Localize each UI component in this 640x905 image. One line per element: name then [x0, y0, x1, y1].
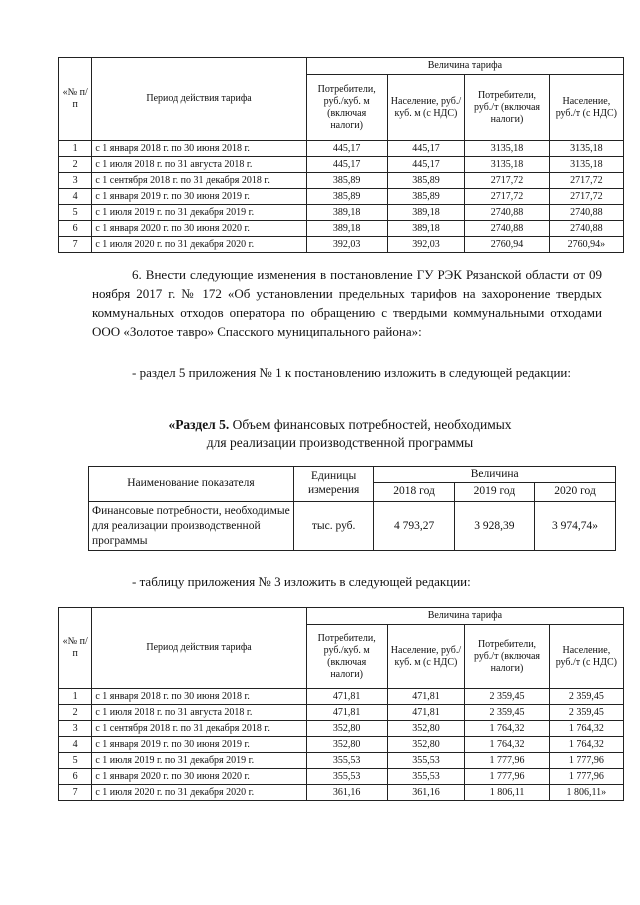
col-header-group: Величина тарифа: [306, 608, 623, 625]
row-v4: 1 777,96: [549, 753, 623, 769]
col-header-period: Период действия тарифа: [92, 608, 306, 689]
col-header-num: «№ п/п: [59, 58, 92, 141]
row-num: 2: [59, 157, 92, 173]
row-v3: 2 359,45: [465, 689, 549, 705]
sub-header-2: Население, руб./куб. м (с НДС): [387, 625, 465, 689]
row-unit: тыс. руб.: [293, 502, 374, 551]
row-num: 6: [59, 769, 92, 785]
row-v4: 3135,18: [549, 157, 623, 173]
col-header-name: Наименование показателя: [89, 467, 294, 502]
row-v4: 2740,88: [549, 221, 623, 237]
row-period: с 1 сентября 2018 г. по 31 декабря 2018 г.: [92, 721, 306, 737]
row-period: с 1 января 2019 г. по 30 июня 2019 г.: [92, 189, 306, 205]
sub-header-1: Потребители, руб./куб. м (включая налоги): [306, 75, 387, 141]
row-v1: 445,17: [306, 157, 387, 173]
row-num: 1: [59, 141, 92, 157]
row-period: с 1 июля 2019 г. по 31 декабря 2019 г.: [92, 753, 306, 769]
row-v3: 3135,18: [465, 157, 549, 173]
row-v3: 2760,94: [465, 237, 549, 253]
row-num: 7: [59, 785, 92, 801]
col-header-num: «№ п/п: [59, 608, 92, 689]
section-title-bold: «Раздел 5.: [168, 417, 230, 432]
table-row: [59, 689, 624, 705]
row-v2: 355,53: [387, 753, 465, 769]
table-row: [59, 205, 624, 221]
row-v2: 352,80: [387, 721, 465, 737]
sub-header-4: Население, руб./т (с НДС): [549, 625, 623, 689]
row-2020: 3 974,74»: [535, 502, 616, 551]
row-v2: 385,89: [387, 173, 465, 189]
row-v1: 385,89: [306, 189, 387, 205]
row-v4: 2717,72: [549, 173, 623, 189]
year-2019: 2019 год: [454, 483, 534, 502]
year-2020: 2020 год: [535, 483, 616, 502]
section-title-line1: [60, 416, 620, 434]
row-v4: 3135,18: [549, 141, 623, 157]
tariff-table-3: [58, 607, 624, 801]
row-v4: 2 359,45: [549, 705, 623, 721]
row-2019: 3 928,39: [454, 502, 534, 551]
row-v3: 1 777,96: [465, 753, 549, 769]
row-v3: 2717,72: [465, 189, 549, 205]
table-row: [59, 141, 624, 157]
sub-header-1: Потребители, руб./куб. м (включая налоги): [306, 625, 387, 689]
col-header-group: Величина тарифа: [306, 58, 623, 75]
section-title: [60, 416, 620, 452]
finance-table: [88, 466, 616, 551]
row-period: с 1 января 2020 г. по 30 июня 2020 г.: [92, 769, 306, 785]
row-v3: 1 806,11: [465, 785, 549, 801]
row-v1: 471,81: [306, 705, 387, 721]
sub-header-3: Потребители, руб./т (включая налоги): [465, 625, 549, 689]
paragraph-6: 6. Внести следующие изменения в постановление ГУ РЭК Рязанской области от 09 ноября 2017 г. № 172 «Об установлении предельных тарифов на захоронение твердых коммунальных отходов оператора по обращению с твердыми коммунальными отходами ООО «Золотое тавро» Спасского муниципального района»:: [92, 267, 602, 339]
row-v1: 385,89: [306, 173, 387, 189]
row-v4: 1 806,11»: [549, 785, 623, 801]
row-period: с 1 января 2018 г. по 30 июня 2018 г.: [92, 689, 306, 705]
row-v4: 1 777,96: [549, 769, 623, 785]
table-row: [59, 785, 624, 801]
row-v2: 471,81: [387, 689, 465, 705]
year-2018: 2018 год: [374, 483, 454, 502]
row-v1: 361,16: [306, 785, 387, 801]
row-v1: 389,18: [306, 221, 387, 237]
col-header-group: Величина: [374, 467, 616, 483]
row-name: Финансовые потребности, необходимые для реализации производственной программы: [89, 502, 294, 551]
row-num: 3: [59, 173, 92, 189]
col-header-unit: Единицы измерения: [293, 467, 374, 502]
row-v2: 445,17: [387, 141, 465, 157]
row-v2: 389,18: [387, 221, 465, 237]
row-v2: 392,03: [387, 237, 465, 253]
col-header-period: Период действия тарифа: [92, 58, 306, 141]
tariff-table-1: [58, 57, 624, 253]
row-period: с 1 июля 2018 г. по 31 августа 2018 г.: [92, 157, 306, 173]
table-row: [59, 173, 624, 189]
row-v3: 2740,88: [465, 205, 549, 221]
table-row: [59, 721, 624, 737]
row-v1: 392,03: [306, 237, 387, 253]
row-v3: 2717,72: [465, 173, 549, 189]
row-num: 4: [59, 737, 92, 753]
row-v1: 352,80: [306, 737, 387, 753]
row-v2: 352,80: [387, 737, 465, 753]
row-period: с 1 января 2019 г. по 30 июня 2019 г.: [92, 737, 306, 753]
row-v3: 3135,18: [465, 141, 549, 157]
row-v3: 2740,88: [465, 221, 549, 237]
table-row: [59, 237, 624, 253]
row-v1: 389,18: [306, 205, 387, 221]
table-row: [59, 221, 624, 237]
row-num: 2: [59, 705, 92, 721]
sub-header-4: Население, руб./т (с НДС): [549, 75, 623, 141]
table-row: [59, 189, 624, 205]
row-v2: 389,18: [387, 205, 465, 221]
table-row: [59, 753, 624, 769]
row-v4: 2740,88: [549, 205, 623, 221]
paragraph-section5: - раздел 5 приложения № 1 к постановлению изложить в следующей редакции:: [132, 365, 572, 380]
row-v2: 445,17: [387, 157, 465, 173]
row-num: 7: [59, 237, 92, 253]
row-period: с 1 июля 2020 г. по 31 декабря 2020 г.: [92, 237, 306, 253]
row-v2: 385,89: [387, 189, 465, 205]
row-v3: 1 777,96: [465, 769, 549, 785]
section-title-line2: для реализации производственной программы: [206, 435, 474, 450]
row-v1: 352,80: [306, 721, 387, 737]
table-row: [59, 769, 624, 785]
row-period: с 1 января 2020 г. по 30 июня 2020 г.: [92, 221, 306, 237]
paragraph-table3: - таблицу приложения № 3 изложить в следующей редакции:: [132, 574, 471, 589]
row-v4: 2717,72: [549, 189, 623, 205]
row-v1: 355,53: [306, 769, 387, 785]
row-num: 1: [59, 689, 92, 705]
table-row: [89, 502, 616, 551]
row-period: с 1 сентября 2018 г. по 31 декабря 2018 г.: [92, 173, 306, 189]
row-num: 3: [59, 721, 92, 737]
row-period: с 1 июля 2020 г. по 31 декабря 2020 г.: [92, 785, 306, 801]
row-num: 5: [59, 753, 92, 769]
table-row: [59, 737, 624, 753]
row-v2: 355,53: [387, 769, 465, 785]
row-period: с 1 июля 2018 г. по 31 августа 2018 г.: [92, 705, 306, 721]
row-num: 6: [59, 221, 92, 237]
row-period: с 1 января 2018 г. по 30 июня 2018 г.: [92, 141, 306, 157]
row-v2: 471,81: [387, 705, 465, 721]
row-v3: 1 764,32: [465, 737, 549, 753]
row-period: с 1 июля 2019 г. по 31 декабря 2019 г.: [92, 205, 306, 221]
sub-header-3: Потребители, руб./т (включая налоги): [465, 75, 549, 141]
row-v4: 2 359,45: [549, 689, 623, 705]
row-v4: 2760,94»: [549, 237, 623, 253]
table-row: [59, 157, 624, 173]
section-title-rest: Объем финансовых потребностей, необходимых: [229, 417, 512, 432]
row-num: 5: [59, 205, 92, 221]
row-v3: 2 359,45: [465, 705, 549, 721]
row-v1: 471,81: [306, 689, 387, 705]
row-v1: 445,17: [306, 141, 387, 157]
row-v3: 1 764,32: [465, 721, 549, 737]
sub-header-2: Население, руб./куб. м (с НДС): [387, 75, 465, 141]
row-num: 4: [59, 189, 92, 205]
row-v1: 355,53: [306, 753, 387, 769]
table-row: [59, 705, 624, 721]
row-v2: 361,16: [387, 785, 465, 801]
row-2018: 4 793,27: [374, 502, 454, 551]
row-v4: 1 764,32: [549, 737, 623, 753]
row-v4: 1 764,32: [549, 721, 623, 737]
